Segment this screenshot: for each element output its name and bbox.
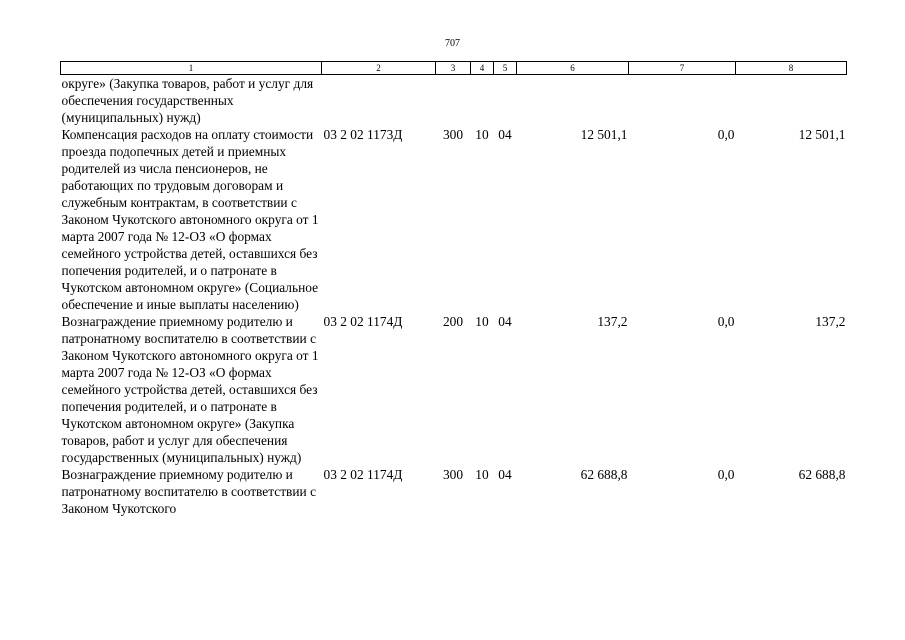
- row-vr: 300: [442, 467, 464, 482]
- row-col6: 62 688,8: [580, 467, 628, 482]
- row-col6: [517, 75, 629, 127]
- column-header-4: 4: [471, 62, 494, 75]
- column-header-8: 8: [736, 62, 847, 75]
- row-description: Вознаграждение приемному родителю и патронатному воспитателю в соответствии с Законом Чукотского: [61, 467, 317, 516]
- row-col7: 0,0: [717, 127, 735, 142]
- row-code: 03 2 02 1174Д: [323, 467, 403, 482]
- row-col8: 62 688,8: [798, 467, 846, 482]
- column-header-5: 5: [494, 62, 517, 75]
- row-vr: [436, 75, 471, 127]
- row-description: округе» (Закупка товаров, работ и услуг для обеспечения государственных (муниципальных) нужд): [61, 76, 314, 125]
- row-description: Вознаграждение приемному родителю и патронатному воспитателю в соответствии с Законом Чукотского автономного округа от 1 марта 2007 года № 12-ОЗ «О формах семейного устройства детей, оставшихся без попечения родителей, и о патронате в Чукотском автономном округе» (Закупка товаров, работ и услуг для обеспечения государственных (муниципальных) нужд): [61, 314, 319, 465]
- table-row: [61, 75, 847, 127]
- row-pr: 04: [498, 467, 512, 482]
- row-col6: 137,2: [597, 314, 628, 329]
- row-pr: [494, 75, 517, 127]
- row-rz: 10: [475, 467, 489, 482]
- row-code: [322, 75, 436, 127]
- column-header-2: 2: [322, 62, 436, 75]
- row-col8: 12 501,1: [798, 127, 846, 142]
- column-header-3: 3: [436, 62, 471, 75]
- table-row: [61, 466, 847, 517]
- budget-table: [60, 61, 847, 517]
- column-number-header: [61, 62, 847, 75]
- row-pr: 04: [498, 314, 512, 329]
- row-rz: 10: [475, 314, 489, 329]
- column-header-1: 1: [61, 62, 322, 75]
- table-row: [61, 126, 847, 313]
- row-col7: 0,0: [717, 467, 735, 482]
- row-col7: 0,0: [717, 314, 735, 329]
- column-header-7: 7: [629, 62, 736, 75]
- row-col7: [629, 75, 736, 127]
- row-code: 03 2 02 1173Д: [323, 127, 403, 142]
- row-code: 03 2 02 1174Д: [323, 314, 403, 329]
- row-rz: 10: [475, 127, 489, 142]
- column-header-6: 6: [517, 62, 629, 75]
- row-description: Компенсация расходов на оплату стоимости проезда подопечных детей и приемных родителей из числа пенсионеров, не работающих по трудовым договорам и служебным контрактам, в соответствии с Законом Чукотского автономного округа от 1 марта 2007 года № 12-ОЗ «О формах семейного устройства детей, оставшихся без попечения родителей, и о патронате в Чукотском автономном округе» (Социальное обеспечение и иные выплаты населению): [61, 127, 319, 312]
- row-col8: [736, 75, 847, 127]
- row-vr: 300: [442, 127, 464, 142]
- table-row: [61, 313, 847, 466]
- row-col6: 12 501,1: [580, 127, 628, 142]
- row-col8: 137,2: [815, 314, 846, 329]
- row-pr: 04: [498, 127, 512, 142]
- row-rz: [471, 75, 494, 127]
- row-vr: 200: [442, 314, 464, 329]
- page-number: 707: [445, 38, 460, 49]
